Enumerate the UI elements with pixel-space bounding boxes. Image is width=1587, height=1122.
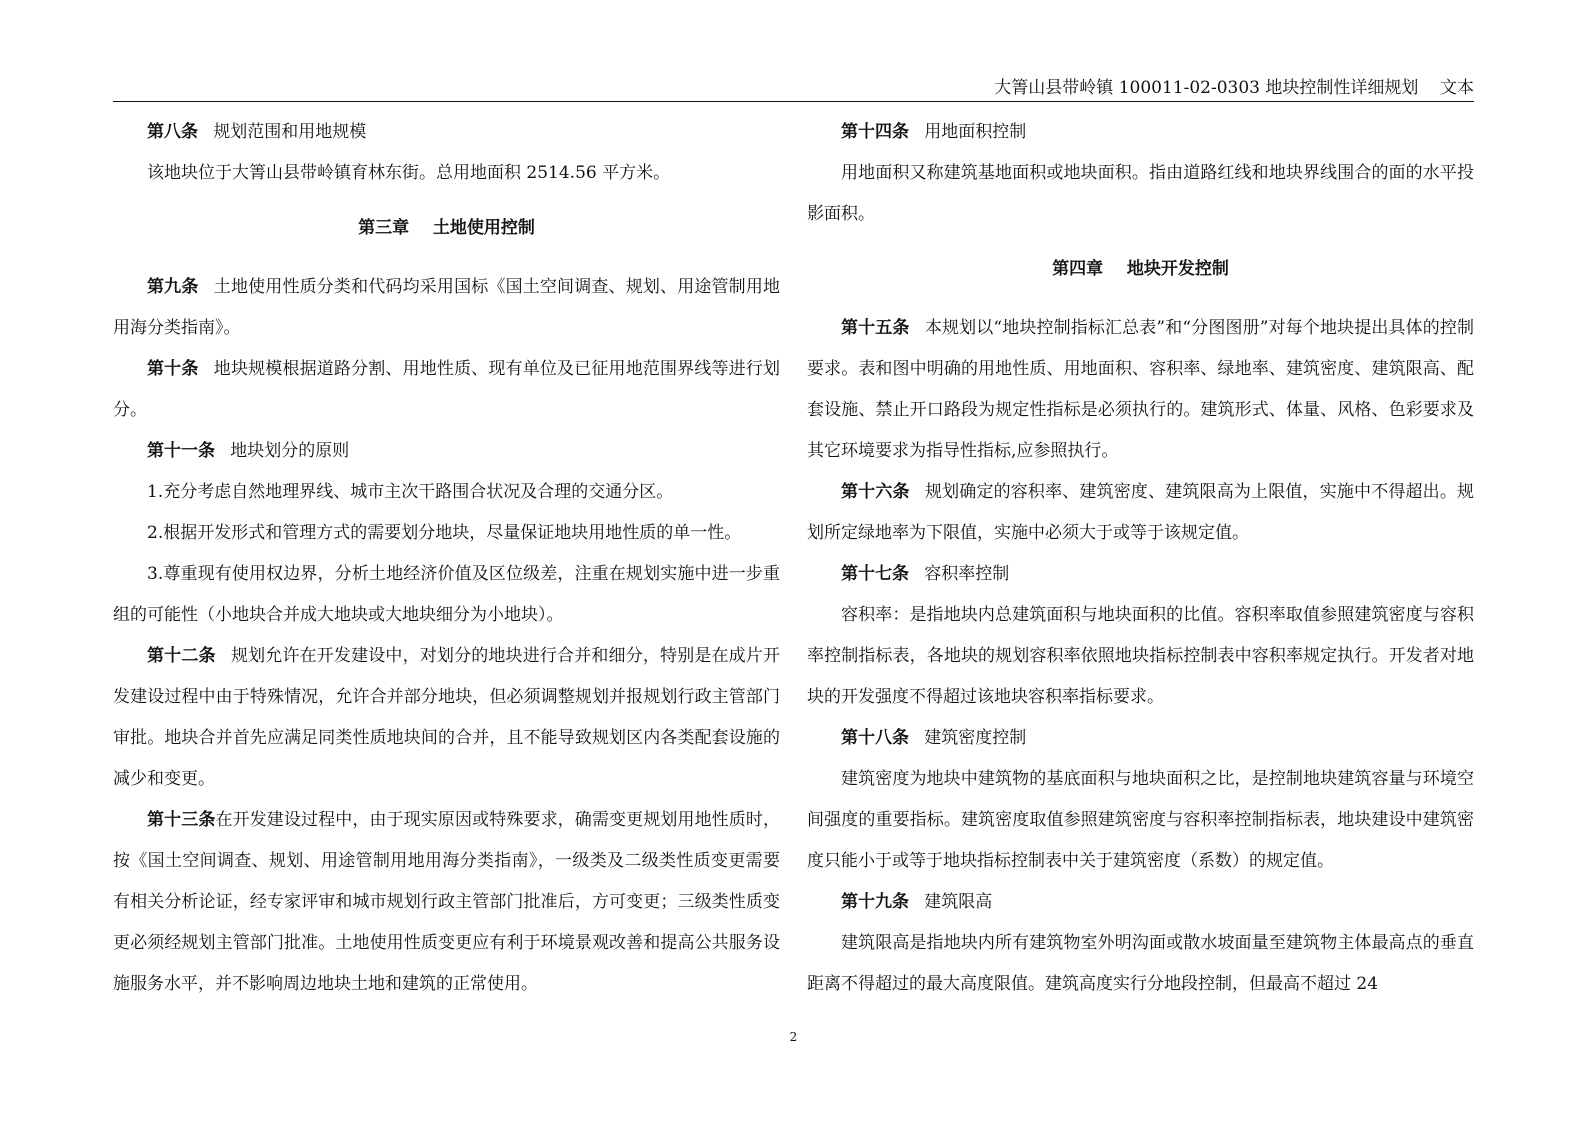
chapter-4-heading: 第四章 地块开发控制 (1052, 259, 1229, 279)
article-number: 第八条 (147, 122, 198, 142)
article-text: 在开发建设过程中，由于现实原因或特殊要求，确需变更规划用地性质时，按《国土空间调查、规划、用途管制用地用海分类指南》，一级类及二级类性质变更需要有相关分析论证，经专家评审和城市规划行政主管部门批准后，方可变更；三级类性质变更必须经规划主管部门批准。土地使用性质变更应有利于环境景观改善和提高公共服务设施服务水平，并不影响周边地块土地和建筑的正常使用。 (113, 810, 781, 994)
article-text: 本规划以“地块控制指标汇总表”和“分图图册”对每个地块提出具体的控制要求。表和图中明确的用地性质、用地面积、容积率、绿地率、建筑密度、建筑限高、配套设施、禁止开口路段为规定性指标是必须执行的。建筑形式、体量、风格、色彩要求及其它环境要求为指导性指标,应参照执行。 (807, 318, 1475, 461)
article-18-text: 建筑密度为地块中建筑物的基底面积与地块面积之比，是控制地块建筑容量与环境空间强度的重要指标。建筑密度取值参照建筑密度与容积率控制指标表，地块建设中建筑密度只能小于或等于地块指标控制表中关于建筑密度（系数）的规定值。 (807, 769, 1474, 871)
article-title: 建筑密度控制 (924, 728, 1027, 748)
article-17-text: 容积率：是指地块内总建筑面积与地块面积的比值。容积率取值参照建筑密度与容积率控制指标表，各地块的规划容积率依照地块指标控制表中容积率规定执行。开发者对地块的开发强度不得超过该地块容积率指标要求。 (807, 605, 1474, 707)
article-text: 规划确定的容积率、建筑密度、建筑限高为上限值，实施中不得超出。规划所定绿地率为下限值，实施中必须大于或等于该规定值。 (807, 482, 1475, 543)
article-14-text: 用地面积又称建筑基地面积或地块面积。指由道路红线和地块界线围合的面的水平投影面积。 (807, 163, 1474, 224)
article-title: 地块划分的原则 (230, 441, 350, 461)
article-number: 第十一条 (147, 441, 215, 461)
article-number: 第十二条 (147, 646, 216, 666)
article-9 (113, 267, 780, 349)
article-14-heading (807, 112, 1474, 153)
article-11-item-3: 3.尊重现有使用权边界，分析土地经济价值及区位级差，注重在规划实施中进一步重组的可能性（小地块合并成大地块或大地块细分为小地块）。 (113, 564, 780, 625)
article-8-heading (113, 112, 780, 153)
article-number: 第十九条 (841, 892, 909, 912)
chapter-3-heading: 第三章 土地使用控制 (358, 218, 535, 238)
right-column (807, 112, 1474, 1005)
article-number: 第十三条 (147, 810, 216, 830)
article-15 (807, 308, 1474, 472)
article-title: 容积率控制 (924, 564, 1010, 584)
article-11-heading (113, 431, 780, 472)
article-number: 第十五条 (841, 318, 910, 338)
article-text: 地块规模根据道路分割、用地性质、现有单位及已征用地范围界线等进行划分。 (113, 359, 781, 420)
article-title: 用地面积控制 (924, 122, 1027, 142)
article-11-item-2: 2.根据开发形式和管理方式的需要划分地块，尽量保证地块用地性质的单一性。 (147, 523, 742, 543)
article-19-heading (807, 882, 1474, 923)
article-number: 第十八条 (841, 728, 909, 748)
running-header: 大箐山县带岭镇 100011-02-0303 地块控制性详细规划 文本 (994, 78, 1474, 98)
article-13 (113, 800, 780, 1005)
article-title: 建筑限高 (924, 892, 993, 912)
article-19-text: 建筑限高是指地块内所有建筑物室外明沟面或散水坡面量至建筑物主体最高点的垂直距离不得超过的最大高度限值。建筑高度实行分地段控制，但最高不超过 24 (807, 933, 1474, 994)
article-17-heading (807, 554, 1474, 595)
page-number: 2 (789, 1030, 798, 1044)
article-12 (113, 636, 780, 800)
article-11-item-1: 1.充分考虑自然地理界线、城市主次干路围合状况及合理的交通分区。 (147, 482, 674, 502)
header-rule (113, 101, 1474, 102)
left-column (113, 112, 780, 1005)
article-title: 规划范围和用地规模 (213, 122, 367, 142)
article-text: 土地使用性质分类和代码均采用国标《国土空间调查、规划、用途管制用地用海分类指南》。 (113, 277, 781, 338)
article-number: 第九条 (147, 277, 199, 297)
article-number: 第十四条 (841, 122, 909, 142)
article-10 (113, 349, 780, 431)
article-text: 规划允许在开发建设中，对划分的地块进行合并和细分，特别是在成片开发建设过程中由于特殊情况，允许合并部分地块，但必须调整规划并报规划行政主管部门审批。地块合并首先应满足同类性质地块间的合并，且不能导致规划区内各类配套设施的减少和变更。 (113, 646, 781, 789)
article-number: 第十条 (147, 359, 199, 379)
article-8-text: 该地块位于大箐山县带岭镇育林东街。总用地面积 2514.56 平方米。 (147, 163, 671, 183)
article-number: 第十六条 (841, 482, 910, 502)
article-18-heading (807, 718, 1474, 759)
article-16 (807, 472, 1474, 554)
article-number: 第十七条 (841, 564, 909, 584)
